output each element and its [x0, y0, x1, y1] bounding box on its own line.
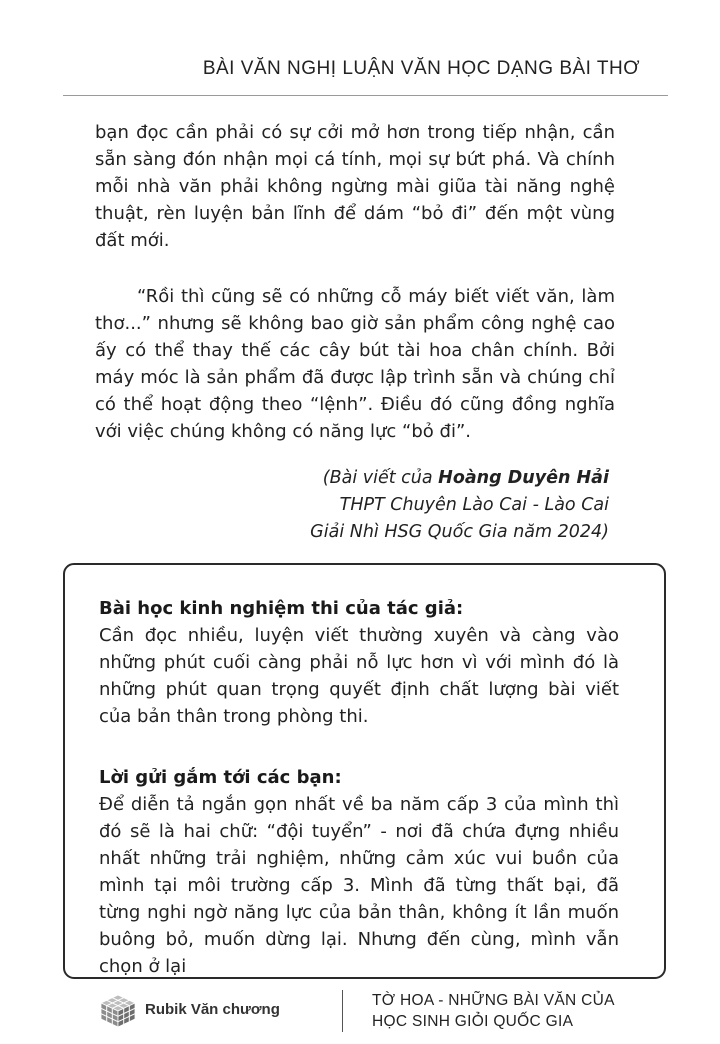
book-series-title	[372, 990, 632, 1032]
running-header: BÀI VĂN NGHỊ LUẬN VĂN HỌC DẠNG BÀI THƠ	[202, 58, 640, 79]
signature-prefix: (Bài viết của	[322, 468, 439, 488]
author-school: THPT Chuyên Lào Cai - Lào Cai	[339, 495, 609, 515]
message-text: Để diễn tả ngắn gọn nhất về ba năm cấp 3 của mình thì đó sẽ là hai chữ: “đội tuyển” - nơi đã chứa đựng nhiều nhất những trải nghiệm, những cảm xúc vui buồn của mình tại môi trường cấp 3. Mình đã từng thất bại, đã từng nghi ngờ năng lực của bản thân, không ít lần muốn buông bỏ, muốn dừng lại. Nhưng đến cùng, mình vẫn chọn ở lại	[99, 794, 619, 977]
series-line-2: HỌC SINH GIỎI QUỐC GIA	[372, 1013, 574, 1030]
signature-author-line	[310, 465, 609, 492]
series-line-1: TỜ HOA - NHỮNG BÀI VĂN CỦA	[372, 992, 615, 1009]
footer-divider	[342, 990, 343, 1032]
message-heading: Lời gửi gắm tới các bạn:	[99, 767, 342, 788]
experience-box	[63, 563, 666, 979]
lesson-heading: Bài học kinh nghiệm thi của tác giả:	[99, 598, 464, 619]
brand-name: Rubik Văn chương	[145, 1001, 280, 1018]
paragraph-1: bạn đọc cần phải có sự cởi mở hơn trong tiếp nhận, cần sẵn sàng đón nhận mọi cá tính, mọi sự bứt phá. Và chính mỗi nhà văn phải không ngừng mài giũa tài năng nghệ thuật, rèn luyện bản lĩnh để dám “bỏ đi” đến một vùng đất mới.	[95, 122, 615, 251]
rubik-cube-icon	[98, 993, 138, 1029]
author-award: Giải Nhì HSG Quốc Gia năm 2024)	[310, 522, 609, 542]
lesson-text: Cần đọc nhiều, luyện viết thường xuyên và càng vào những phút cuối càng phải nỗ lực hơn vì với mình đó là những phút quan trọng quyết định chất lượng bài viết của bản thân trong phòng thi.	[99, 625, 619, 727]
author-name: Hoàng Duyên Hải	[438, 468, 609, 488]
header-divider	[63, 95, 668, 96]
author-signature	[310, 465, 609, 546]
paragraph-2: “Rồi thì cũng sẽ có những cỗ máy biết viết văn, làm thơ...” nhưng sẽ không bao giờ sản phẩm công nghệ cao ấy có thể thay thế các cây bút tài hoa chân chính. Bởi máy móc là sản phẩm đã được lập trình sẵn và chúng chỉ có thể hoạt động theo “lệnh”. Điều đó cũng đồng nghĩa với việc chúng không có năng lực “bỏ đi”.	[95, 286, 615, 442]
